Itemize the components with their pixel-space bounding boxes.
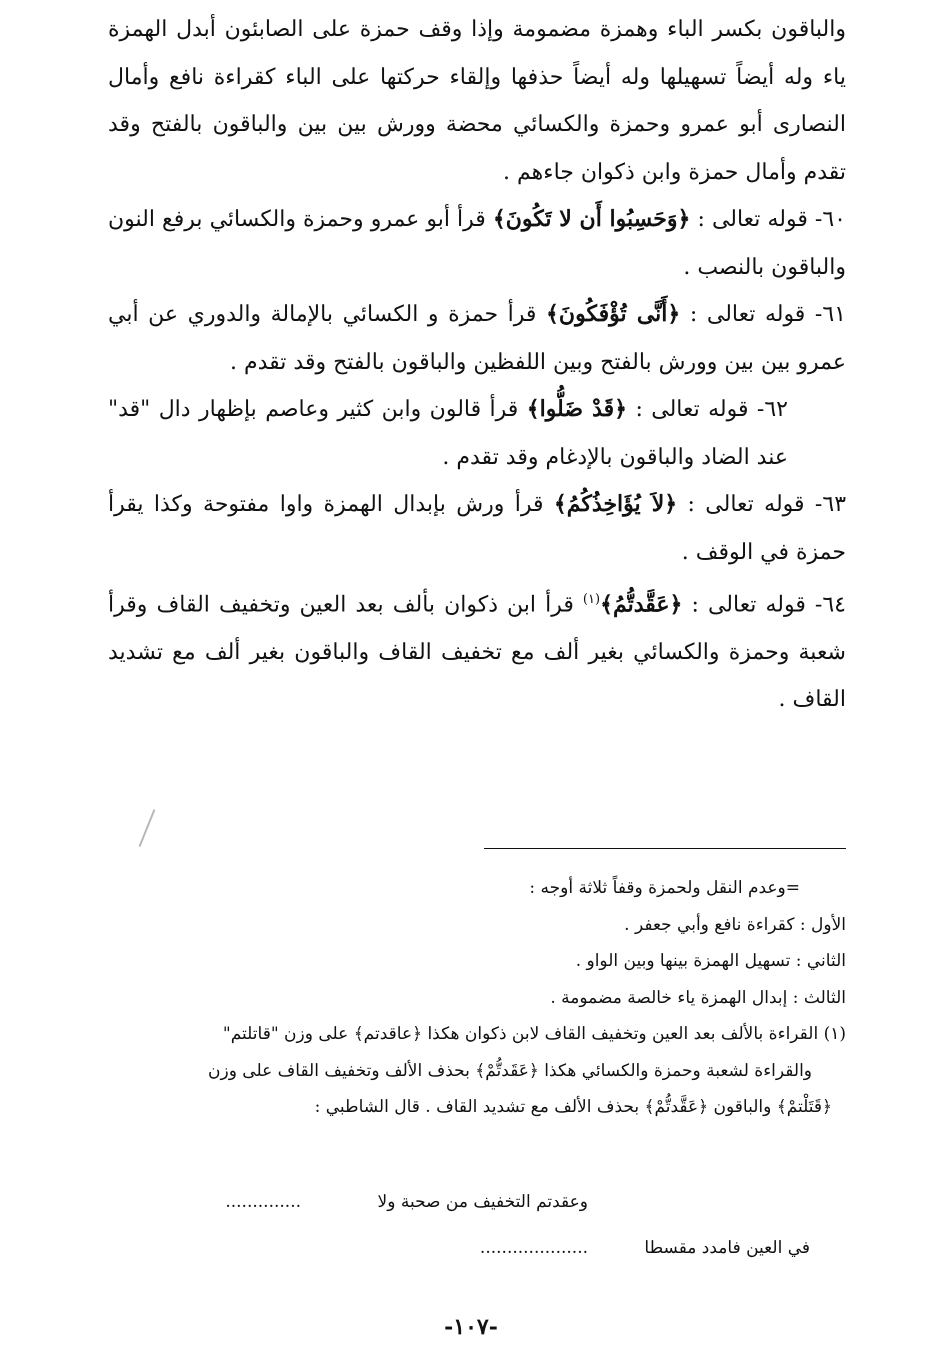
margin-mark bbox=[139, 809, 155, 847]
paragraph-63-text: قرأ ورش بإبدال الهمزة واوا مفتوحة وكذا يقرأ حمزة في الوقف . bbox=[108, 492, 846, 565]
paragraph-62 bbox=[108, 386, 846, 481]
poem-verse-1 bbox=[108, 1184, 846, 1220]
quran-verse-63: ﴿لاَ يُؤَاخِذُكُمُ﴾ bbox=[553, 491, 678, 517]
paragraph-intro-text: والباقون بكسر الباء وهمزة مضمومة وإذا وقف حمزة على الصابئون أبدل الهمزة ياء وله أيضاً تسهيلها وله أيضاً حذفها وإلقاء حركتها على الباء كقراءة نافع وأمال النصارى أبو عمرو وحمزة والكسائي محضة وورش بين بين والباقون بالفتح وقد تقدم وأمال حمزة وابن ذكوان جاءهم . bbox=[108, 17, 846, 185]
paragraph-61 bbox=[108, 291, 846, 386]
footnote-reference-1[interactable]: (١) bbox=[582, 592, 601, 607]
paragraph-64-lead: ٦٤- قوله تعالى : bbox=[682, 592, 846, 618]
page-number: -١٠٧- bbox=[444, 1314, 498, 1340]
poem-verse-2 bbox=[108, 1230, 846, 1266]
footnote-first-option: الأول : كقراءة نافع وأبي جعفر . bbox=[624, 914, 846, 935]
poem-verse-1-right: وعقدتم التخفيف من صحبة ولا bbox=[377, 1192, 588, 1212]
paragraph-64-text: قرأ ابن ذكوان بألف بعد العين وتخفيف القاف وقرأ شعبة وحمزة والكسائي بغير ألف مع تخفيف القاف والباقون بغير ألف مع تشديد القاف . bbox=[108, 592, 846, 713]
quran-verse-62: ﴿قَدْ ضَلُّوا﴾ bbox=[526, 396, 628, 422]
paragraph-62-text: قرأ قالون وابن كثير وعاصم بإظهار دال "قد" عند الضاد والباقون بالإدغام وقد تقدم . bbox=[108, 397, 788, 470]
paragraph-63-lead: ٦٣- قوله تعالى : bbox=[677, 492, 847, 517]
paragraph-intro bbox=[108, 6, 846, 196]
poem-verse-2-left: .................... bbox=[479, 1238, 588, 1258]
footnote-third-option: الثالث : إبدال الهمزة ياء خالصة مضمومة . bbox=[550, 987, 846, 1008]
paragraph-63 bbox=[108, 481, 846, 576]
main-text-body bbox=[108, 6, 846, 724]
footnote-continuation: =وعدم النقل ولحمزة وقفاً ثلاثة أوجه : bbox=[529, 878, 800, 898]
paragraph-61-lead: ٦١- قوله تعالى : bbox=[680, 302, 846, 327]
footnotes-section bbox=[108, 870, 846, 1126]
paragraph-61-text: قرأ حمزة و الكسائي بالإمالة والدوري عن أبي عمرو بين بين وورش بالفتح وبين اللفظين والباقون بالفتح وقد تقدم . bbox=[108, 302, 846, 375]
paragraph-64 bbox=[108, 576, 846, 724]
paragraph-60-lead: ٦٠- قوله تعالى : bbox=[690, 207, 846, 232]
footnote-separator bbox=[484, 848, 846, 849]
paragraph-60 bbox=[108, 196, 846, 291]
quran-verse-60: ﴿وَحَسِبُوا أَن لا تَكُونَ﴾ bbox=[492, 206, 691, 232]
footnote-second-option: الثاني : تسهيل الهمزة بينها وبين الواو . bbox=[575, 951, 846, 971]
quran-verse-64: ﴿عَقَّدتُّمُ﴾ bbox=[600, 591, 683, 618]
footnote-1-line-3: ﴿قَتَلْتمْ﴾ والباقون ﴿عَقَّدتُّمْ﴾ بحذف الألف مع تشديد القاف . قال الشاطبي : bbox=[314, 1097, 832, 1117]
poem-verse-1-left: .............. bbox=[225, 1192, 301, 1212]
paragraph-60-text: قرأ أبو عمرو وحمزة والكسائي برفع النون والباقون بالنصب . bbox=[108, 207, 846, 280]
quran-verse-61: ﴿أَنَّى تُؤْفَكُونَ﴾ bbox=[546, 301, 681, 327]
footnote-1-line-1: (١) القراءة بالألف بعد العين وتخفيف القاف لابن ذكوان هكذا ﴿عاقدتم﴾ على وزن "قاتلتم" bbox=[222, 1024, 846, 1044]
paragraph-62-lead: ٦٢- قوله تعالى : bbox=[627, 397, 788, 422]
poem-verse-2-right: في العين فامدد مقسطا bbox=[644, 1238, 810, 1258]
footnote-1-line-2: والقراءة لشعبة وحمزة والكسائي هكذا ﴿عَقَدتُّمْ﴾ بحذف الألف وتخفيف القاف على وزن bbox=[208, 1060, 812, 1081]
